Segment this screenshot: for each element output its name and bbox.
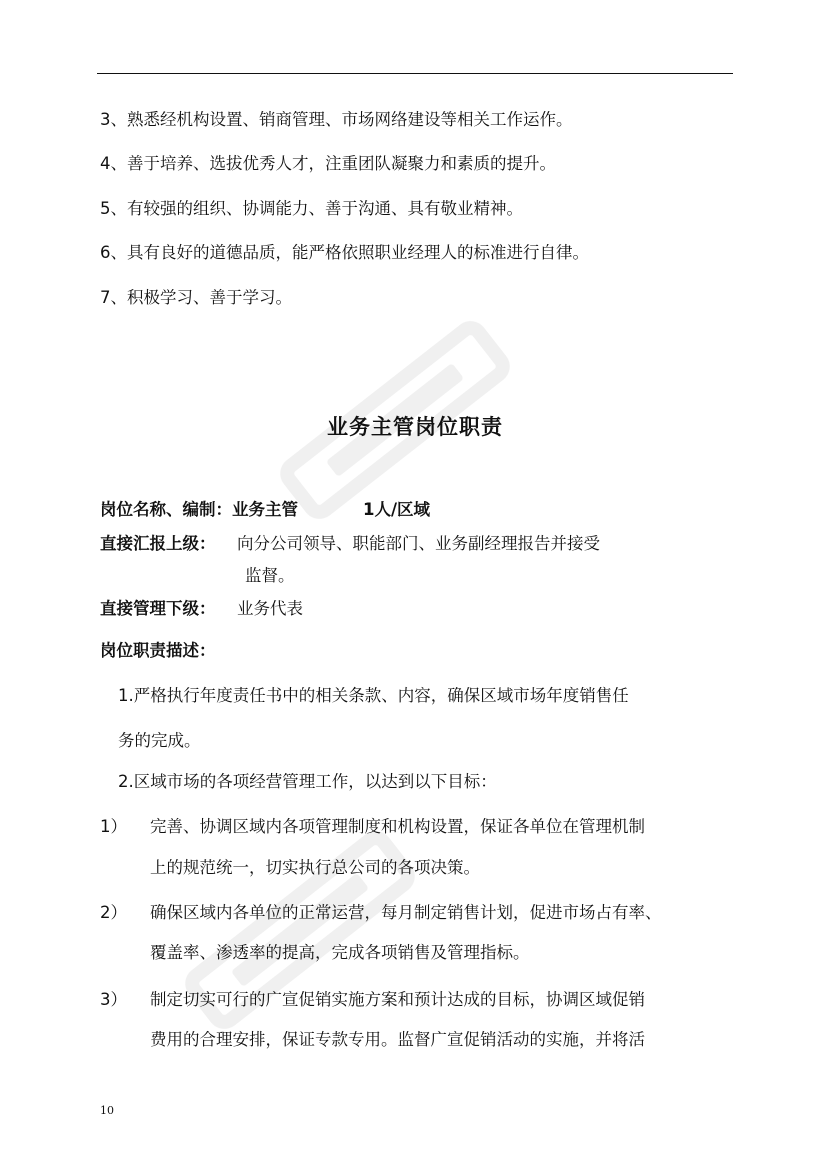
sub-item-number: 2） <box>100 903 127 922</box>
header-rule <box>97 73 733 74</box>
list-item: 7、积极学习、善于学习。 <box>100 288 292 307</box>
duty-label: 岗位职责描述： <box>100 641 216 660</box>
position-label: 岗位名称、编制：业务主管 <box>100 500 298 519</box>
manage-text: 业务代表 <box>237 599 303 618</box>
list-item: 5、有较强的组织、协调能力、善于沟通、具有敬业精神。 <box>100 199 523 218</box>
list-item: 4、善于培养、选拔优秀人才，注重团队凝聚力和素质的提升。 <box>100 154 556 173</box>
sub-item-number: 1） <box>100 817 127 836</box>
duty-item: 1.严格执行年度责任书中的相关条款、内容，确保区域市场年度销售任 <box>118 686 629 705</box>
sub-item: 制定切实可行的广宣促销实施方案和预计达成的目标，协调区域促销 <box>150 990 645 1009</box>
sub-item: 完善、协调区域内各项管理制度和机构设置，保证各单位在管理机制 <box>150 817 645 836</box>
list-item: 3、熟悉经机构设置、销商管理、市场网络建设等相关工作运作。 <box>100 110 573 129</box>
sub-item-number: 3） <box>100 990 127 1009</box>
sub-item-cont: 覆盖率、渗透率的提高，完成各项销售及管理指标。 <box>150 943 530 962</box>
section-title: 业务主管岗位职责 <box>327 415 503 439</box>
duty-item-cont: 务的完成。 <box>118 731 201 750</box>
page-number: 10 <box>100 1104 114 1117</box>
list-item: 6、具有良好的道德品质，能严格依照职业经理人的标准进行自律。 <box>100 243 589 262</box>
sub-item: 确保区域内各单位的正常运营，每月制定销售计划，促进市场占有率、 <box>150 903 662 922</box>
sub-item-cont: 费用的合理安排，保证专款专用。监督广宣促销活动的实施，并将活 <box>150 1030 645 1049</box>
report-text-cont: 监督。 <box>245 566 295 585</box>
report-text: 向分公司领导、职能部门、业务副经理报告并接受 <box>237 534 600 553</box>
sub-item-cont: 上的规范统一，切实执行总公司的各项决策。 <box>150 858 480 877</box>
position-count: 1人/区域 <box>363 500 431 519</box>
manage-label: 直接管理下级： <box>100 599 216 618</box>
duty-item: 2.区域市场的各项经营管理工作，以达到以下目标： <box>118 772 497 791</box>
report-label: 直接汇报上级： <box>100 534 216 553</box>
